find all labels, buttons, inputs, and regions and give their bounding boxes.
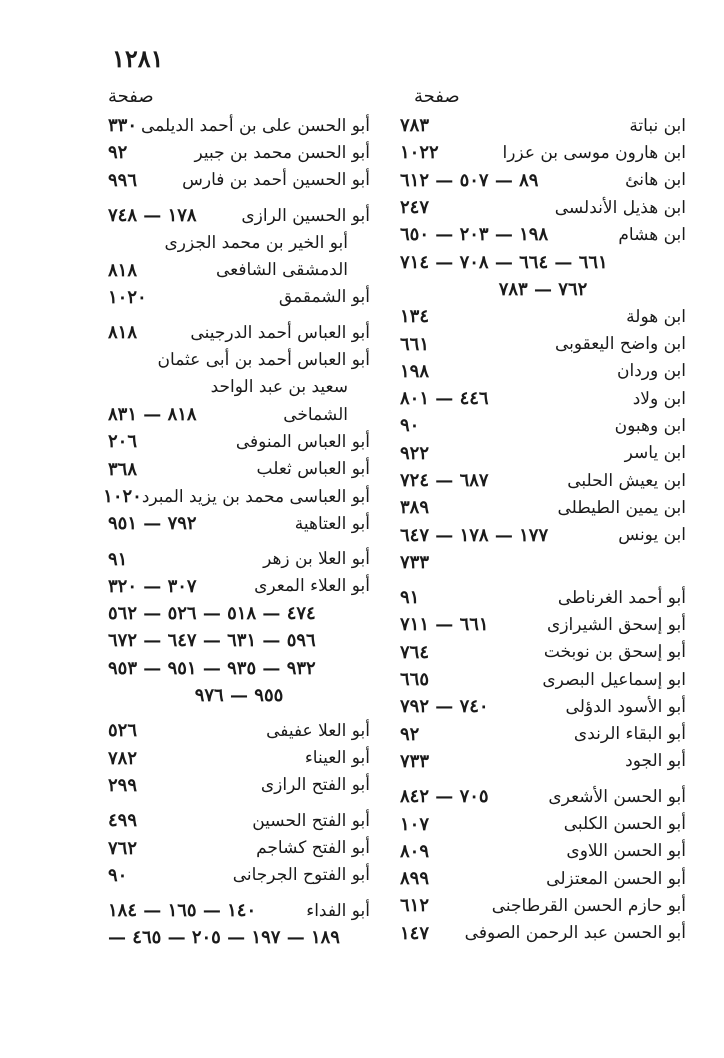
index-entry <box>400 838 686 865</box>
index-entry <box>400 248 686 275</box>
entry-pages: ٣٦٨ <box>108 458 138 480</box>
entry-name: أبو الفتح الرازى <box>260 775 370 796</box>
index-entry <box>400 139 686 166</box>
entry-pages: ٤٤٦ — ٨٠١ <box>400 388 489 410</box>
entry-name: أبو الفتح الحسين <box>252 810 370 831</box>
index-entry <box>400 494 686 521</box>
index-entry <box>108 428 370 455</box>
entry-pages: ٨١٨ <box>108 259 138 281</box>
entry-name: أبو العباس أحمد بن أبى عثمان <box>157 350 370 371</box>
entry-name: الشماخى <box>283 404 348 425</box>
entry-name: ابن ولاد <box>632 388 686 409</box>
entry-pages: ١٠٢٢ <box>400 142 439 164</box>
index-entry <box>400 412 686 439</box>
entry-name: أبو الحسن اللاوى <box>566 841 686 862</box>
index-entry <box>400 783 686 810</box>
index-entry <box>400 385 686 412</box>
index-entry <box>400 194 686 221</box>
entry-pages: ٩٠ <box>400 415 420 437</box>
index-entry <box>108 897 370 924</box>
entry-pages: ٢٩٩ <box>108 774 138 796</box>
entry-name: أبو الشمقمق <box>278 287 370 308</box>
entry-name: أبو الخير بن محمد الجزرى <box>164 232 348 253</box>
entry-pages: ٧٣٣ <box>400 750 430 772</box>
index-entry <box>400 330 686 357</box>
entry-pages: ٩٢٢ <box>400 442 430 464</box>
index-entry <box>400 440 686 467</box>
entry-pages: ٨٠٩ <box>400 840 430 862</box>
entry-name: أبو الجود <box>625 751 686 772</box>
index-entry <box>400 303 686 330</box>
entry-pages: ٧٨٣ <box>400 115 430 137</box>
entry-name: أبو الأسود الدؤلى <box>565 696 686 717</box>
entry-pages: ٣٨٩ <box>400 497 430 519</box>
entry-pages: ٨٩ — ٥٠٧ — ٦١٢ <box>400 169 539 191</box>
entry-pages: ١٤٧ <box>400 922 430 944</box>
index-entry <box>108 627 370 654</box>
index-entry <box>108 600 370 627</box>
index-entry <box>108 401 370 428</box>
index-entry <box>108 573 370 600</box>
index-entry <box>400 639 686 666</box>
index-entry <box>400 693 686 720</box>
entry-pages: ٢٤٧ <box>400 197 430 219</box>
index-entry <box>400 920 686 947</box>
index-entry <box>108 924 370 951</box>
entry-pages: ٣٣٠ <box>108 115 138 137</box>
index-entry <box>400 865 686 892</box>
entry-name: ابن ياسر <box>624 443 686 464</box>
entry-pages: ٧٦٢ <box>108 837 138 859</box>
index-entry <box>400 276 686 303</box>
entry-pages: ٤٧٤ — ٥١٨ — ٥٢٦ — ٥٦٢ <box>108 603 316 625</box>
entry-pages: ٩٥٥ — ٩٧٦ <box>194 685 284 707</box>
entry-name: أبو أحمد الغرناطى <box>557 587 686 608</box>
index-entry <box>108 284 370 311</box>
entry-pages: ٧٦٤ <box>400 641 430 663</box>
index-entry <box>108 772 370 799</box>
index-entry <box>400 358 686 385</box>
entry-name: أبو العلاء المعرى <box>254 576 370 597</box>
index-entry <box>400 666 686 693</box>
entry-pages: ٦٦١ <box>400 333 430 355</box>
entry-pages: ٦٦٥ <box>400 669 430 691</box>
entry-name: أبو العباس ثعلب <box>256 459 370 480</box>
entry-pages: ١٧٨ — ٧٤٨ <box>108 205 197 227</box>
index-entry <box>400 112 686 139</box>
index-entry <box>400 221 686 248</box>
entry-name: أبو إسحق بن نوبخت <box>543 642 686 663</box>
index-entry <box>108 655 370 682</box>
index-entry <box>108 346 370 373</box>
entry-pages: ٥٩٦ — ٦٣١ — ٦٤٧ — ٦٧٢ <box>108 630 316 652</box>
entry-pages: ٢٠٦ <box>108 431 138 453</box>
entry-pages: ٦٦١ — ٦٦٤ — ٧٠٨ — ٧١٤ <box>400 251 608 273</box>
entry-name: أبو الفتوح الجرجانى <box>232 865 370 886</box>
entry-name: ابن واضح اليعقوبى <box>554 334 686 355</box>
entry-name: أبو العباس أحمد الدرجينى <box>190 322 370 343</box>
index-entry <box>400 892 686 919</box>
entry-name: ابن وردان <box>617 361 686 382</box>
index-entry <box>400 611 686 638</box>
entry-name: ابن يعيش الحلبى <box>567 470 686 491</box>
entry-pages: ٨١٨ — ٨٣١ <box>108 404 197 426</box>
entry-pages: ١٩٨ <box>400 360 430 382</box>
entry-pages: ٧٩٢ — ٩٥١ <box>108 513 197 535</box>
entry-pages: ٧٣٣ <box>400 551 430 573</box>
entry-name: الدمشقى الشافعى <box>215 260 348 281</box>
entry-name: ابن هارون موسى بن عزرا <box>502 142 686 163</box>
entry-name: ابن هانئ <box>625 170 686 191</box>
entry-name: أبو الحسين الرازى <box>241 205 370 226</box>
index-entry <box>108 167 370 194</box>
entry-pages: ٩٢ <box>400 723 420 745</box>
entry-name: أبو الفتح كشاجم <box>256 838 370 859</box>
entry-name: أبو العتاهية <box>294 513 370 534</box>
entry-pages: ٧٨٢ <box>108 747 138 769</box>
entry-name: أبو العلا بن زهر <box>263 549 370 570</box>
entry-name: أبو العباس المنوفى <box>235 431 370 452</box>
index-entry <box>108 319 370 346</box>
page-number: ١٢٨١ <box>112 44 164 73</box>
entry-pages: ٩٢ <box>108 142 128 164</box>
entry-name: أبو الفداء <box>306 900 370 921</box>
entry-name: أبو الحسين أحمد بن فارس <box>182 170 370 191</box>
entry-pages: ١٧٧ — ١٧٨ — ٦٤٧ <box>400 524 549 546</box>
index-entry <box>400 748 686 775</box>
left-column-header: صفحة <box>108 86 154 107</box>
entry-name: ابن نباتة <box>629 115 686 136</box>
entry-pages: ١٠٧ <box>400 813 430 835</box>
index-entry <box>108 807 370 834</box>
index-entry <box>108 717 370 744</box>
entry-pages: ٧٤٠ — ٧٩٢ <box>400 696 489 718</box>
index-entry <box>400 167 686 194</box>
index-entry <box>400 549 686 576</box>
entry-pages: ٨٩٩ <box>400 868 430 890</box>
entry-pages: ٦٦١ — ٧١١ <box>400 614 489 636</box>
index-entry <box>108 256 370 283</box>
entry-name: أبو العيناء <box>304 748 370 769</box>
entry-name: أبو الحسن الأشعرى <box>548 786 686 807</box>
index-entry <box>108 202 370 229</box>
entry-pages: ٧٦٢ — ٧٨٣ <box>498 278 588 300</box>
entry-pages: ٨١٨ <box>108 322 138 344</box>
entry-pages: ٩٣٢ — ٩٣٥ — ٩٥١ — ٩٥٣ <box>108 657 316 679</box>
index-entry <box>400 467 686 494</box>
index-entry <box>108 139 370 166</box>
index-entry <box>108 510 370 537</box>
entry-pages: ٦١٢ <box>400 895 430 917</box>
index-entry <box>108 229 370 256</box>
entry-pages: ٤٩٩ <box>108 810 138 832</box>
entry-pages: ٥٢٦ <box>108 720 138 742</box>
entry-pages: ٩١ <box>108 548 128 570</box>
entry-name: ابن هذيل الأندلسى <box>554 197 686 218</box>
entry-name: أبو البقاء الرندى <box>573 724 686 745</box>
index-entry <box>108 745 370 772</box>
index-entry <box>108 456 370 483</box>
entry-pages: ١٤٠ — ١٦٥ — ١٨٤ <box>108 900 257 922</box>
entry-name: أبو الحسن المعتزلى <box>546 868 686 889</box>
index-entry <box>108 374 370 401</box>
entry-pages: ٦٨٧ — ٧٢٤ <box>400 470 489 491</box>
right-column-header: صفحة <box>414 86 460 107</box>
index-entry <box>108 545 370 572</box>
entry-name: أبو حازم الحسن القرطاجنى <box>491 895 686 916</box>
entry-name: سعيد بن عبد الواحد <box>210 377 348 398</box>
entry-name: ابن هولة <box>626 306 686 327</box>
index-entry <box>108 834 370 861</box>
entry-name: أبو الحسن على بن أحمد الديلمى <box>140 115 370 136</box>
entry-pages: ٩٩٦ <box>108 169 138 191</box>
entry-pages: ١٣٤ <box>400 306 430 328</box>
entry-pages: ١٠٢٠ <box>108 286 147 308</box>
entry-pages: ٧٠٥ — ٨٤٢ <box>400 786 489 808</box>
index-entry <box>103 483 370 510</box>
right-index-column <box>400 112 686 947</box>
index-entry <box>400 721 686 748</box>
index-entry <box>400 810 686 837</box>
entry-name: أبو الحسن محمد بن جبير <box>194 142 370 163</box>
left-index-column <box>103 112 370 952</box>
entry-name: ابن هشام <box>618 224 686 245</box>
index-entry <box>108 112 370 139</box>
entry-pages: ١٨٩ — ١٩٧ — ٢٠٥ — ٤٦٥ — <box>108 927 340 949</box>
entry-pages: ٩٠ <box>108 864 128 886</box>
entry-pages: ٩١ <box>400 587 420 609</box>
index-entry <box>108 862 370 889</box>
index-entry <box>400 584 686 611</box>
entry-pages: ٣٠٧ — ٣٢٠ <box>108 575 197 597</box>
index-entry <box>400 521 686 548</box>
entry-name: أبو الحسن الكلبى <box>563 814 686 835</box>
entry-pages: ١٩٨ — ٢٠٣ — ٦٥٠ <box>400 224 549 246</box>
entry-name: أبو الحسن عبد الرحمن الصوفى <box>464 923 686 944</box>
entry-name: أبو العباسى محمد بن يزيد المبرد <box>141 486 370 507</box>
index-entry <box>108 682 370 709</box>
entry-name: ابو إسماعيل البصرى <box>542 669 686 690</box>
entry-name: ابن وهبون <box>614 415 686 436</box>
entry-name: ابن يونس <box>618 525 686 546</box>
entry-name: أبو العلا عفيفى <box>266 720 370 741</box>
entry-name: أبو إسحق الشيرازى <box>547 614 686 635</box>
entry-name: ابن يمين الطيطلى <box>557 497 686 518</box>
entry-pages: ١٠٢٠ <box>103 486 142 507</box>
